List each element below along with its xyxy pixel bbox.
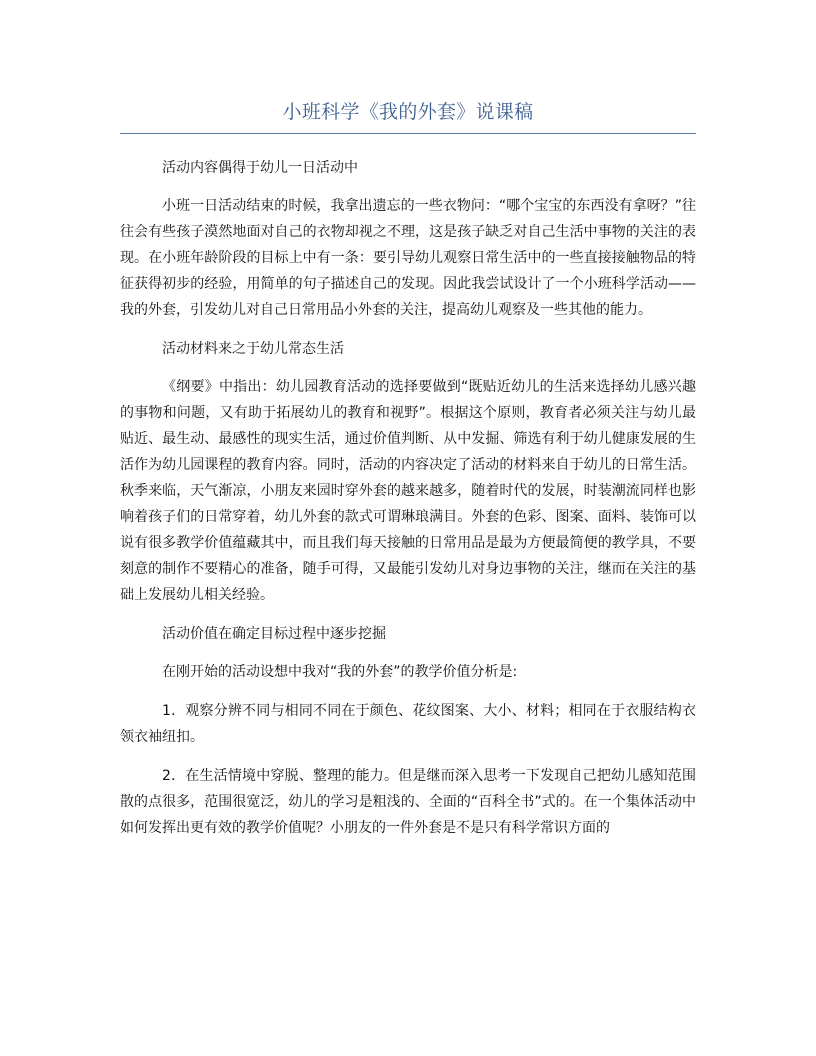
body-paragraph: 在刚开始的活动设想中我对“我的外套”的教学价值分析是: xyxy=(162,664,518,680)
document-body xyxy=(120,155,696,854)
title-divider xyxy=(120,133,696,134)
section-heading-value-mining: 活动价值在确定目标过程中逐步挖掘 xyxy=(162,626,386,642)
body-paragraph: 小班一日活动结束的时候，我拿出遗忘的一些衣物问：“哪个宝宝的东西没有拿呀？”往往会有些孩子漠然地面对自己的衣物却视之不理，这是孩子缺乏对自己生活中事物的关注的表现。在小班年龄阶段的目标上中有一条：要引导幼儿观察日常生活中的一些直接接触物品的特征获得初步的经验，用简单的句子描述自己的发现。因此我尝试设计了一个小班科学活动——我的外套，引发幼儿对自己日常用品小外套的关注，提高幼儿观察及一些其他的能力。 xyxy=(120,198,696,318)
section-heading-content-origin: 活动内容偶得于幼儿一日活动中 xyxy=(162,160,358,176)
section-heading-material-source: 活动材料来之于幼儿常态生活 xyxy=(162,341,344,357)
body-paragraph: 《纲要》中指出：幼儿园教育活动的选择要做到“既贴近幼儿的生活来选择幼儿感兴趣的事物和问题，又有助于拓展幼儿的教育和视野”。根据这个原则，教育者必须关注与幼儿最贴近、最生动、最感性的现实生活，通过价值判断、从中发掘、筛选有利于幼儿健康发展的生活作为幼儿园课程的教育内容。同时，活动的内容决定了活动的材料来自于幼儿的日常生活。秋季来临，天气渐凉，小朋友来园时穿外套的越来越多，随着时代的发展，时装潮流同样也影响着孩子们的日常穿着，幼儿外套的款式可谓琳琅满目。外套的色彩、图案、面料、装饰可以说有很多教学价值蕴藏其中，而且我们每天接触的日常用品是最为方便最简便的教学具，不要刻意的制作不要精心的准备，随手可得，又最能引发幼儿对身边事物的关注，继而在关注的基础上发展幼儿相关经验。 xyxy=(120,379,696,603)
list-item: 2．在生活情境中穿脱、整理的能力。但是继而深入思考一下发现自己把幼儿感知范围散的点很多，范围很宽泛，幼儿的学习是粗浅的、全面的“百科全书”式的。在一个集体活动中如何发挥出更有效的教学价值呢？小朋友的一件外套是不是只有科学常识方面的 xyxy=(120,768,696,836)
document-title: 小班科学《我的外套》说课稿 xyxy=(282,101,534,123)
list-item: 1．观察分辨不同与相同不同在于颜色、花纹图案、大小、材料；相同在于衣服结构衣领衣袖纽扣。 xyxy=(120,703,696,745)
